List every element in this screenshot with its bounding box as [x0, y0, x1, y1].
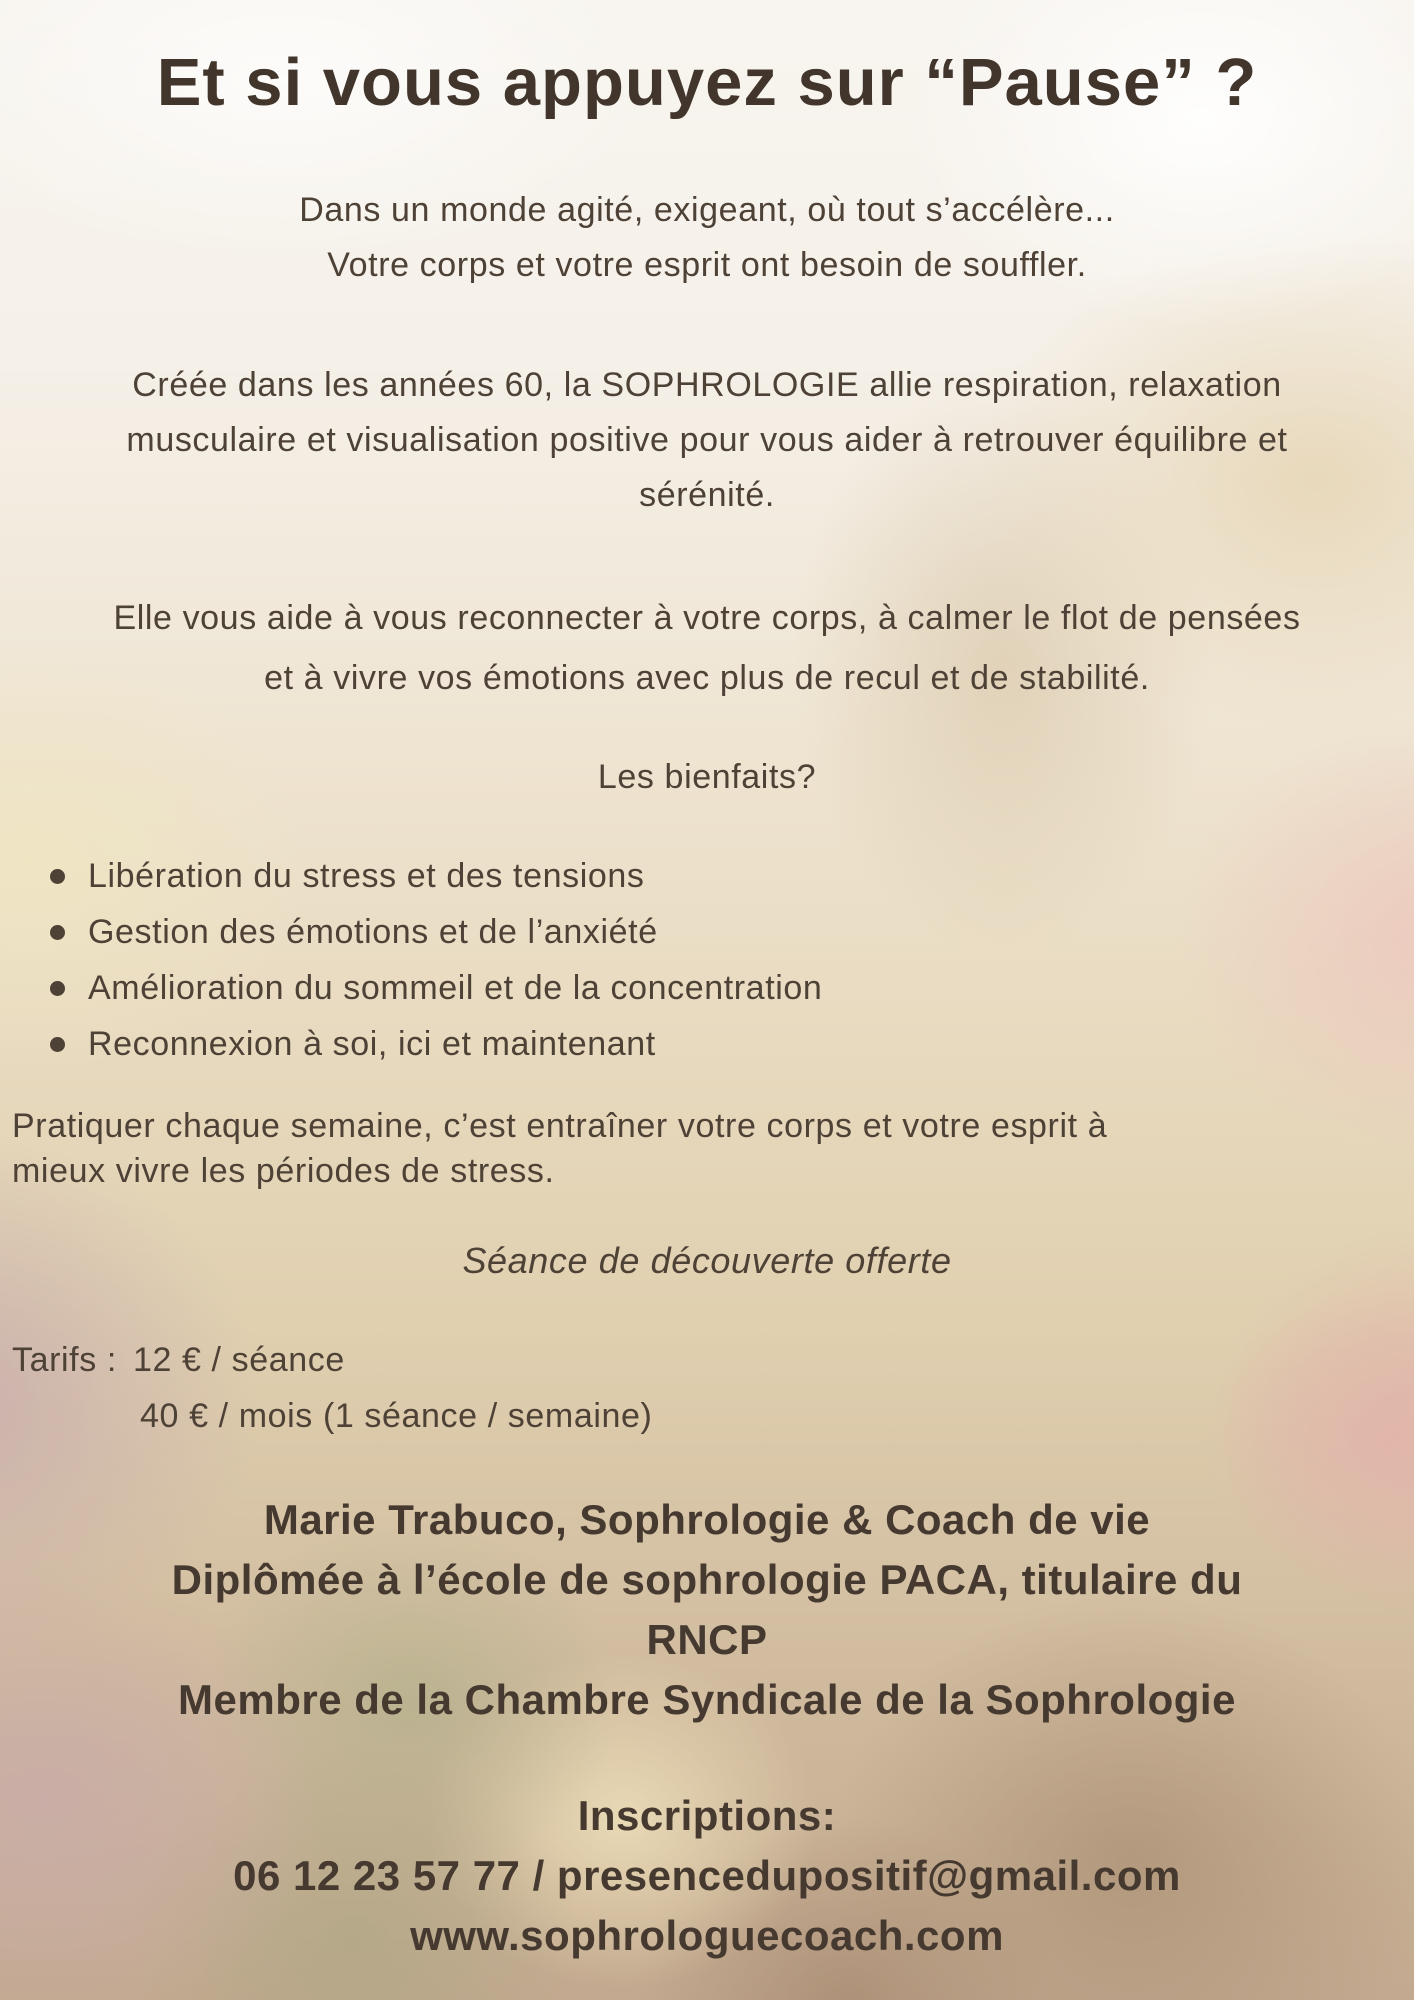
about-line: sérénité.: [639, 476, 775, 514]
intro-paragraph: [0, 183, 1414, 293]
credential-line: Diplômée à l’école de sophrologie PACA, titulaire du: [171, 1556, 1243, 1603]
tarif-mois: 40 € / mois (1 séance / semaine): [140, 1397, 653, 1435]
bullet-dot-icon: [50, 981, 65, 996]
website-line: www.sophrologuecoach.com: [410, 1912, 1004, 1959]
practice-line: Pratiquer chaque semaine, c’est entraîner votre corps et votre esprit à: [12, 1107, 1108, 1145]
benefits-list: [0, 848, 822, 1072]
tarif-seance: 12 € / séance: [132, 1341, 345, 1379]
benefit-item: [0, 848, 822, 904]
credential-line: Marie Trabuco, Sophrologie & Coach de vie: [263, 1496, 1151, 1543]
benefit-label: Reconnexion à soi, ici et maintenant: [88, 1024, 656, 1063]
benefit-label: Libération du stress et des tensions: [88, 856, 645, 895]
intro-line: Votre corps et votre esprit ont besoin de souffler.: [327, 246, 1087, 284]
credential-line: Membre de la Chambre Syndicale de la Sophrologie: [178, 1676, 1236, 1723]
benefit-item: [0, 1016, 822, 1072]
benefit-item: [0, 904, 822, 960]
tarifs-row: [12, 1388, 652, 1444]
tarifs-row: [12, 1332, 652, 1388]
credential-line: RNCP: [646, 1616, 768, 1663]
benefit-label: Amélioration du sommeil et de la concentration: [88, 968, 823, 1007]
benefits-heading: Les bienfaits?: [597, 758, 817, 796]
about-line: Créée dans les années 60, la SOPHROLOGIE allie respiration, relaxation: [132, 366, 1282, 404]
help-line: et à vivre vos émotions avec plus de recul et de stabilité.: [264, 659, 1150, 697]
page-title: Et si vous appuyez sur “Pause” ?: [156, 45, 1258, 120]
about-sophrologie-paragraph: [0, 358, 1414, 523]
practice-line: mieux vivre les périodes de stress.: [12, 1152, 555, 1190]
benefit-label: Gestion des émotions et de l’anxiété: [88, 912, 658, 951]
bullet-dot-icon: [50, 1037, 65, 1052]
bullet-dot-icon: [50, 869, 65, 884]
tarifs-label: Tarifs :: [12, 1341, 117, 1379]
practice-paragraph: [12, 1104, 1107, 1194]
help-line: Elle vous aide à vous reconnecter à votre corps, à calmer le flot de pensées: [113, 599, 1301, 637]
inscriptions-heading: Inscriptions:: [577, 1792, 837, 1839]
help-paragraph: [0, 588, 1414, 708]
intro-line: Dans un monde agité, exigeant, où tout s’accélère...: [299, 191, 1115, 229]
bullet-dot-icon: [50, 925, 65, 940]
discovery-offer-line: Séance de découverte offerte: [462, 1240, 952, 1281]
contact-line: 06 12 23 57 77 / presencedupositif@gmail.com: [233, 1852, 1181, 1899]
tarifs-block: [12, 1332, 652, 1444]
inscriptions-block: [0, 1786, 1414, 1966]
benefit-item: [0, 960, 822, 1016]
credentials-block: [0, 1490, 1414, 1730]
about-line: musculaire et visualisation positive pour vous aider à retrouver équilibre et: [126, 421, 1288, 459]
